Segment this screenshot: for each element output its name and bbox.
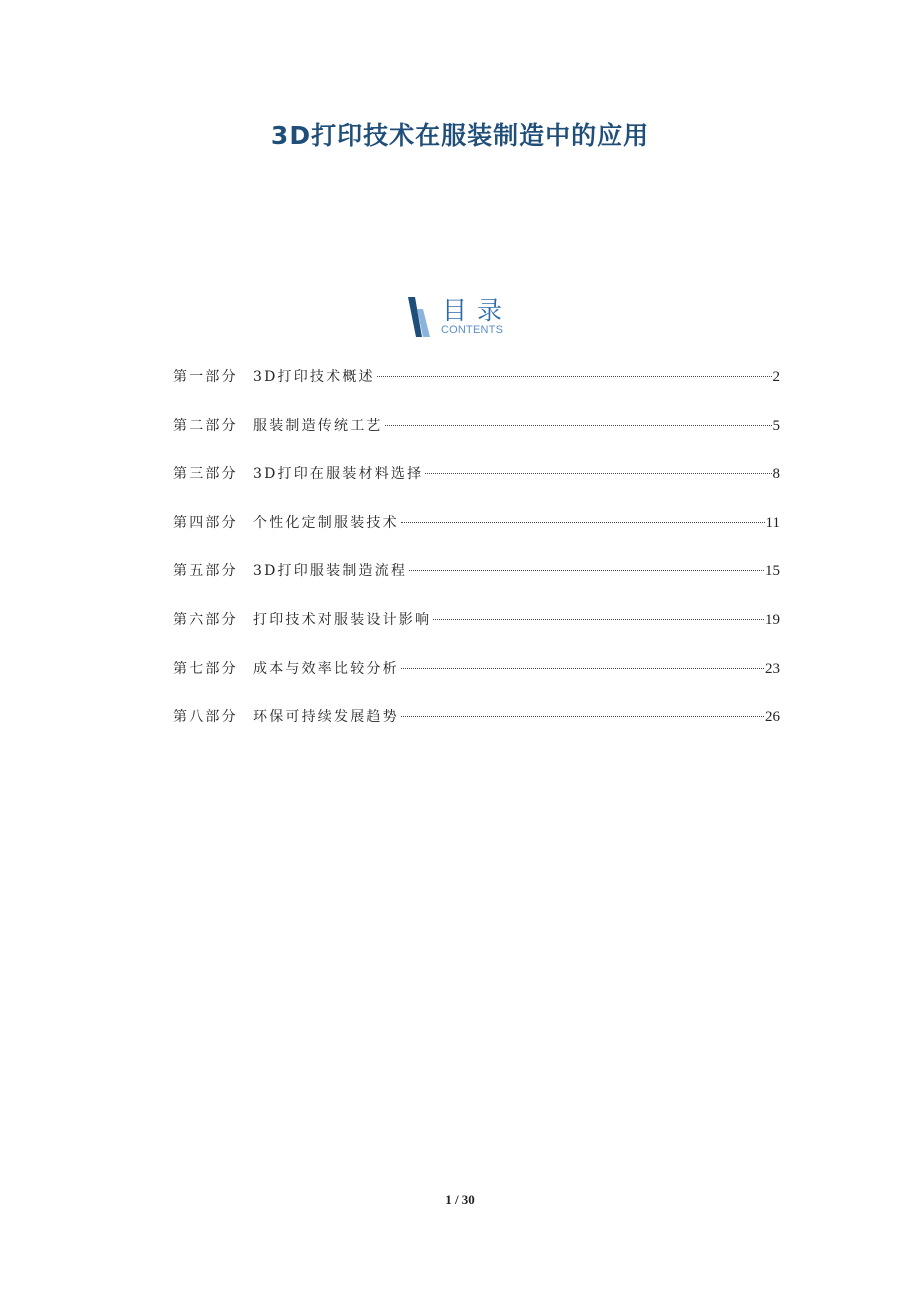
toc-dot-leader [401, 522, 765, 523]
toc-item-part: 第四部分 [173, 514, 238, 531]
toc-dot-leader [401, 716, 764, 717]
toc-item[interactable] [173, 560, 780, 609]
toc-item-page: 11 [765, 514, 780, 531]
toc-item-page: 26 [765, 709, 780, 726]
toc-item[interactable] [173, 512, 780, 561]
toc-heading [406, 293, 526, 339]
toc-item-page: 19 [765, 611, 780, 628]
toc-item-page: 8 [772, 466, 780, 483]
toc-dot-leader [401, 668, 764, 669]
toc-item-part: 第七部分 [173, 660, 238, 677]
toc-item-title: 3D打印在服装材料选择 [253, 466, 424, 483]
document-title: 3D打印技术在服装制造中的应用 [270, 121, 650, 150]
toc-item-page: 23 [765, 660, 780, 677]
toc-item[interactable] [173, 463, 780, 512]
toc-item-page: 5 [772, 417, 780, 434]
toc-item[interactable] [173, 658, 780, 707]
toc-item[interactable] [173, 706, 780, 755]
toc-item-title: 成本与效率比较分析 [253, 660, 399, 677]
toc-dot-leader [385, 425, 772, 426]
toc-item-page: 15 [765, 563, 780, 580]
toc-item-title: 打印技术对服装设计影响 [253, 611, 432, 628]
toc-item-title: 3D打印技术概述 [253, 369, 375, 385]
toc-item-page: 2 [772, 369, 780, 385]
toc-dot-leader [377, 376, 772, 377]
toc-item[interactable] [173, 609, 780, 658]
toc-item-part: 第六部分 [173, 611, 238, 628]
toc-item-part: 第一部分 [173, 369, 238, 385]
toc-item-part: 第五部分 [173, 563, 238, 580]
toc-dot-leader [409, 570, 764, 571]
toc-item[interactable] [173, 366, 780, 415]
toc-item-title: 环保可持续发展趋势 [253, 709, 399, 726]
toc-item-title: 3D打印服装制造流程 [253, 563, 408, 580]
toc-item-title: 服装制造传统工艺 [253, 417, 383, 434]
toc-item[interactable] [173, 415, 780, 464]
toc-item-part: 第八部分 [173, 709, 238, 726]
toc-heading-subtitle: CONTENTS [441, 324, 504, 336]
toc-heading-title: 目录 [442, 296, 513, 325]
toc-dot-leader [425, 473, 771, 474]
toc-item-title: 个性化定制服装技术 [253, 514, 399, 531]
table-of-contents [173, 366, 780, 755]
toc-dot-leader [433, 619, 764, 620]
book-icon [406, 295, 444, 339]
toc-item-part: 第三部分 [173, 466, 238, 483]
page-number: 1 / 30 [445, 1192, 475, 1207]
toc-item-part: 第二部分 [173, 417, 238, 434]
